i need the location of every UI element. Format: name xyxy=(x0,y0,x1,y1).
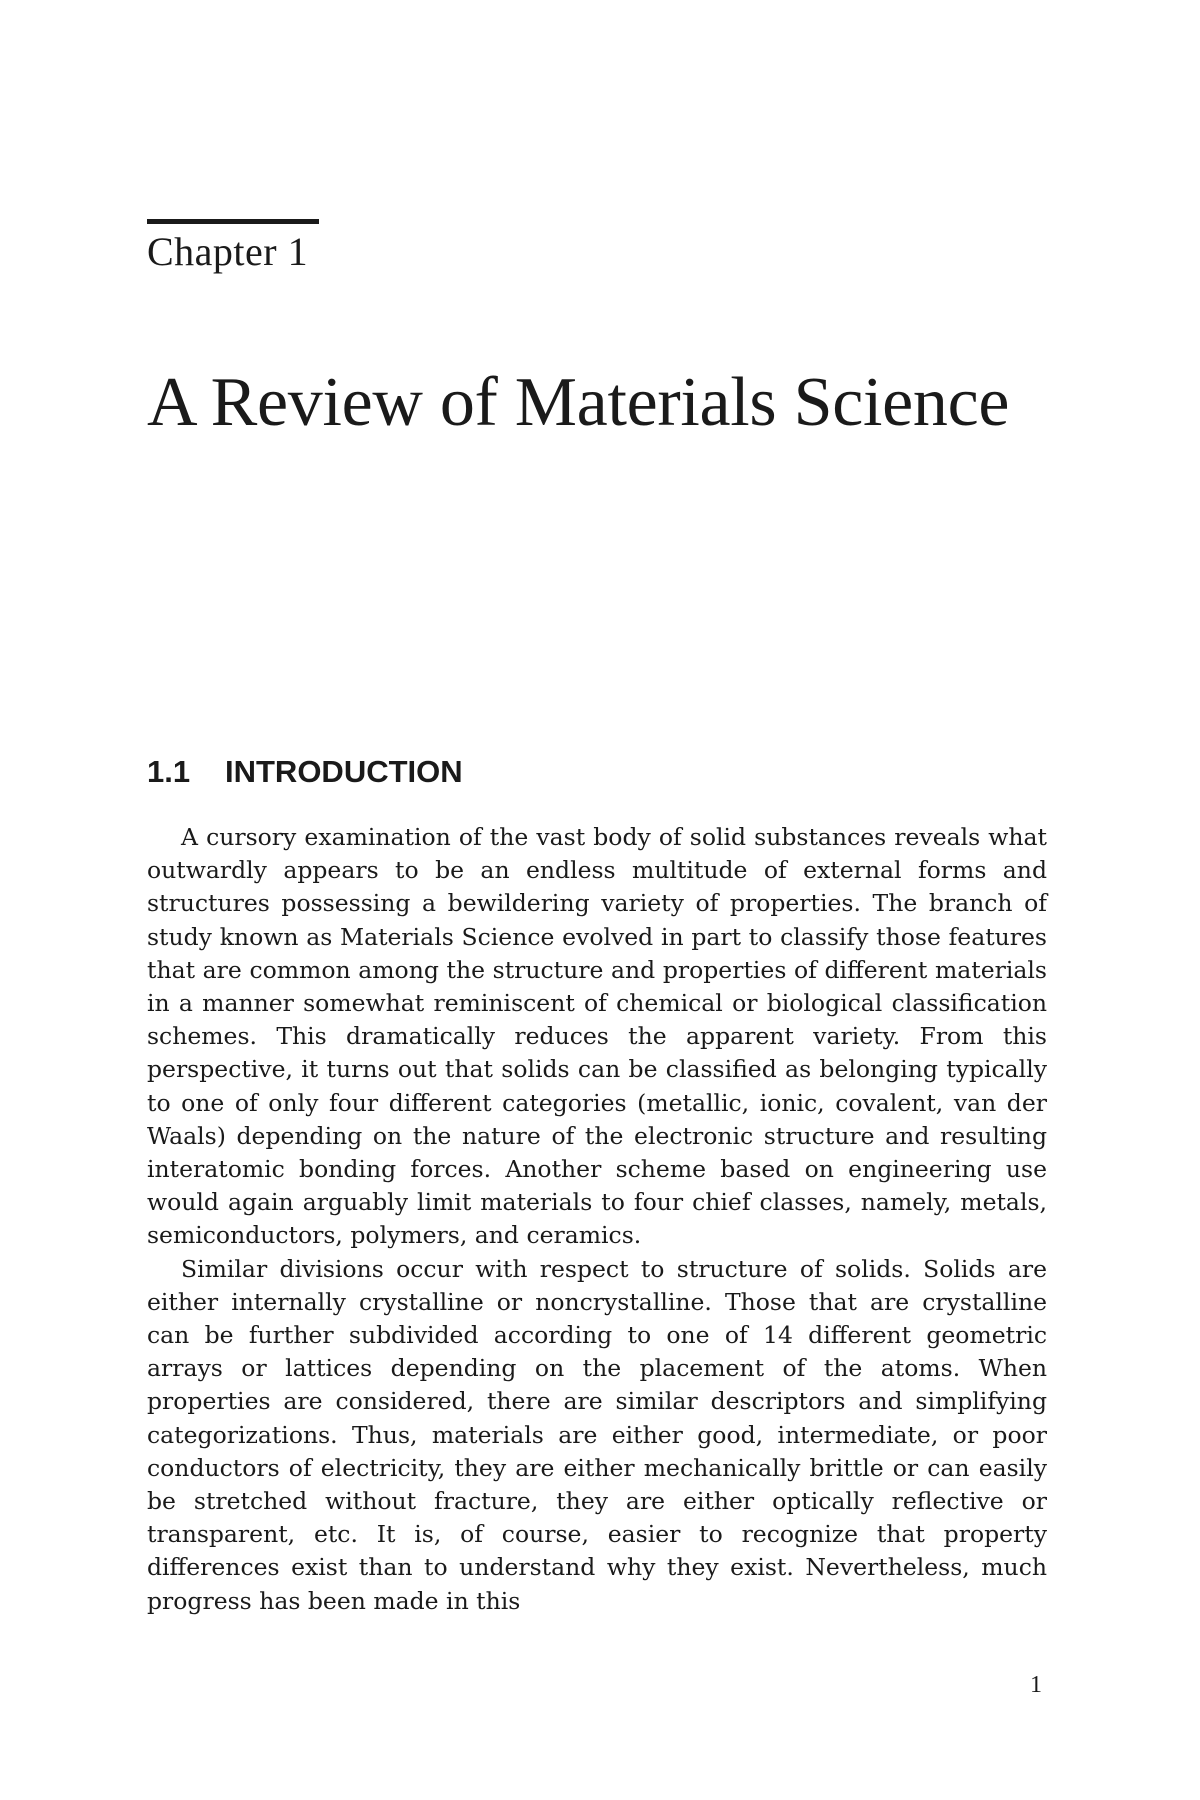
chapter-title: A Review of Materials Science xyxy=(147,364,1010,441)
section-heading xyxy=(147,754,463,790)
section-title: INTRODUCTION xyxy=(225,754,463,789)
chapter-rule xyxy=(147,219,319,224)
paragraph: Similar divisions occur with respect to structure of solids. Solids are either internally crystalline or noncrystalline. Those that are crystalline can be further subdivided according to one of 14 different geometric arrays or lattices depending on the placement of the atoms. When properties are considered, there are similar descriptors and simplifying categorizations. Thus, materials are either good, intermediate, or poor conductors of electricity, they are either mechanically brittle or can easily be stretched without fracture, they are either optically reflective or transparent, etc. It is, of course, easier to recognize that property differences exist than to understand why they exist. Nevertheless, much progress has been made in this xyxy=(147,1254,1047,1615)
section-number: 1.1 xyxy=(147,754,191,789)
paragraph: A cursory examination of the vast body of solid substances reveals what outwardly appears to be an endless multitude of external forms and structures possessing a bewildering variety of properties. The branch of study known as Materials Science evolved in part to classify those features that are common among the structure and properties of different materials in a manner somewhat reminiscent of chemical or biological classification schemes. This dramatically reduces the apparent variety. From this perspective, it turns out that solids can be classified as belonging typically to one of only four different categories (metallic, ionic, covalent, van der Waals) depending on the nature of the electronic structure and resulting interatomic bonding forces. Another scheme based on engineering use would again arguably limit materials to four chief classes, namely, metals, semiconductors, polymers, and ceramics. xyxy=(147,823,1047,1250)
chapter-label: Chapter 1 xyxy=(147,229,309,274)
body-text xyxy=(147,821,1047,1618)
page-number: 1 xyxy=(1030,1672,1042,1698)
